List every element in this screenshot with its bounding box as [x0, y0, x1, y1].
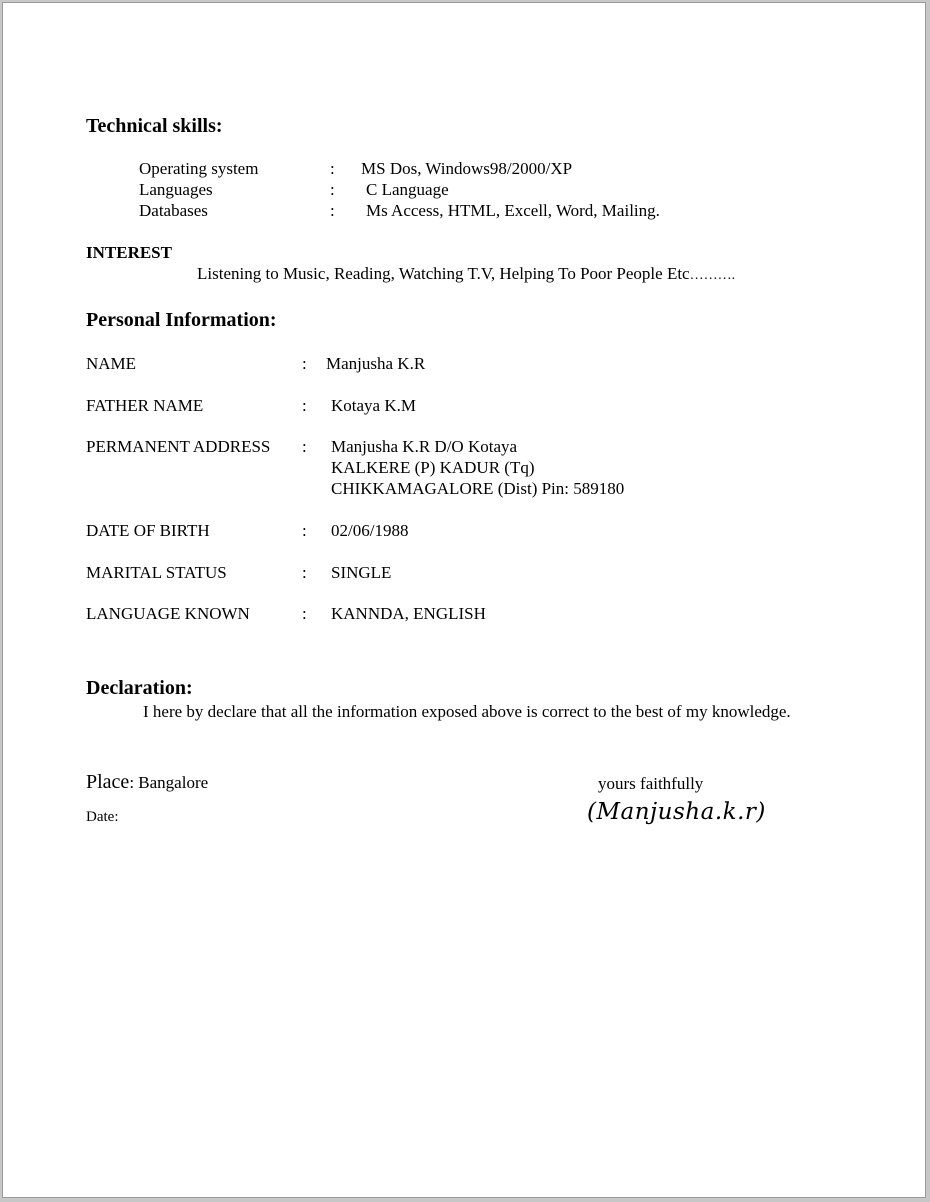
document-page	[2, 2, 926, 1198]
skill-separator: :	[330, 201, 335, 220]
skill-label-os: Operating system	[139, 159, 259, 178]
personal-label-dob: DATE OF BIRTH	[86, 521, 210, 540]
place-label: Place	[86, 771, 130, 793]
personal-separator: :	[302, 396, 307, 415]
personal-label-language-known: LANGUAGE KNOWN	[86, 604, 250, 623]
skill-value-languages: C Language	[366, 180, 449, 199]
skill-value-databases: Ms Access, HTML, Excell, Word, Mailing.	[366, 201, 660, 220]
personal-separator: :	[302, 563, 307, 582]
declaration-heading: Declaration:	[86, 677, 193, 699]
declaration-text: I here by declare that all the information exposed above is correct to the best of my knowledge.	[143, 702, 791, 721]
personal-value-address-line-3: CHIKKAMAGALORE (Dist) Pin: 589180	[331, 479, 625, 498]
personal-label-name: NAME	[86, 354, 137, 373]
personal-separator: :	[302, 521, 307, 540]
technical-skills-heading: Technical skills:	[86, 115, 223, 137]
personal-separator: :	[302, 354, 307, 373]
personal-value-language-known: KANNDA, ENGLISH	[331, 604, 486, 623]
personal-information-heading: Personal Information:	[86, 309, 277, 331]
personal-label-father-name: FATHER NAME	[86, 396, 204, 415]
skill-separator: :	[330, 159, 335, 178]
personal-value-dob: 02/06/1988	[331, 521, 409, 540]
personal-separator: :	[302, 437, 307, 456]
personal-value-address-line-2: KALKERE (P) KADUR (Tq)	[331, 458, 535, 477]
date-label: Date:	[86, 809, 119, 825]
interest-trailing-dots: ……….	[689, 268, 736, 283]
personal-value-name: Manjusha K.R	[326, 354, 426, 373]
personal-separator: :	[302, 604, 307, 623]
personal-value-father-name: Kotaya K.M	[331, 396, 416, 415]
closing-text: yours faithfully	[598, 774, 704, 793]
interest-text-main: Listening to Music, Reading, Watching T.V, Helping To Poor People Etc	[197, 264, 690, 283]
personal-value-marital-status: SINGLE	[331, 563, 392, 582]
place-value: : Bangalore	[129, 773, 209, 792]
personal-label-marital-status: MARITAL STATUS	[86, 563, 227, 582]
personal-label-address: PERMANENT ADDRESS	[86, 437, 271, 456]
signature: (Manjusha.k.r)	[587, 799, 766, 825]
skill-label-databases: Databases	[139, 201, 208, 220]
skill-value-os: MS Dos, Windows98/2000/XP	[361, 159, 573, 178]
interest-heading: INTEREST	[86, 243, 172, 262]
skill-separator: :	[330, 180, 335, 199]
place-line	[86, 771, 208, 794]
interest-text	[197, 264, 735, 284]
skill-label-languages: Languages	[139, 180, 213, 199]
personal-value-address-line-1: Manjusha K.R D/O Kotaya	[331, 437, 518, 456]
